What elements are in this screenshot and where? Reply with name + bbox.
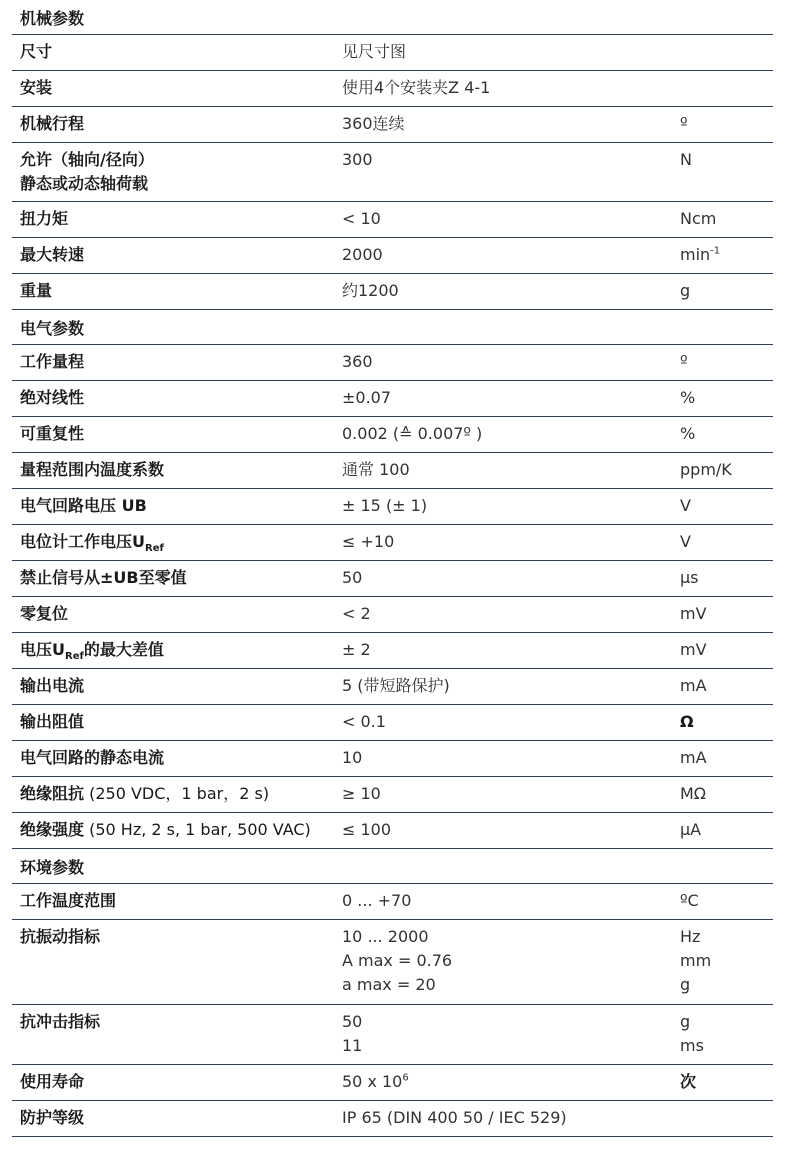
param-value: IP 65 (DIN 400 50 / IEC 529) (342, 1108, 567, 1127)
param-value: ± 15 (± 1) (342, 496, 428, 515)
param-value: 300 (342, 150, 373, 169)
param-label: 输出电流 (20, 676, 85, 695)
param-value: ≤ 100 (342, 820, 392, 839)
param-unit (680, 1101, 773, 1136)
param-unit: Ω (680, 712, 694, 731)
param-value: < 0.1 (342, 712, 386, 731)
param-value: ≤ +10 (342, 532, 395, 551)
table-row (12, 381, 773, 417)
table-row (12, 597, 773, 633)
param-value: 50 (342, 568, 363, 587)
param-label: 绝对线性 (20, 388, 85, 407)
param-value (342, 1005, 680, 1064)
param-label: 工作量程 (20, 352, 85, 371)
param-value-line: a max = 20 (342, 975, 436, 994)
param-label: 使用寿命 (20, 1072, 85, 1091)
table-row (12, 525, 773, 561)
param-unit: mA (680, 748, 707, 767)
param-unit: º (680, 114, 688, 133)
table-row (12, 238, 773, 274)
table-row (12, 1005, 773, 1065)
param-label-bold: 绝缘阻抗 (20, 784, 85, 803)
table-row (12, 669, 773, 705)
param-label: 抗振动指标 (20, 927, 101, 946)
param-unit (680, 1005, 773, 1064)
param-unit: V (680, 496, 691, 515)
param-unit: MΩ (680, 784, 707, 803)
param-value: 0 ... +70 (342, 891, 412, 910)
param-unit (680, 35, 773, 70)
param-unit: mA (680, 676, 707, 695)
param-value: < 2 (342, 604, 371, 623)
param-unit: % (680, 388, 696, 407)
param-unit-line: Hz (680, 927, 701, 946)
table-row (12, 345, 773, 381)
table-row (12, 453, 773, 489)
param-value-line: 50 (342, 1012, 363, 1031)
param-unit-line: ms (680, 1036, 704, 1055)
param-value: ±0.07 (342, 388, 392, 407)
param-value-line: 11 (342, 1036, 363, 1055)
param-label-bold: 绝缘强度 (20, 820, 85, 839)
param-label-subscript: Ref (145, 543, 164, 555)
param-value (342, 920, 680, 1004)
table-row (12, 920, 773, 1005)
table-row (12, 202, 773, 238)
param-value-line: A max = 0.76 (342, 951, 453, 970)
param-unit: mV (680, 604, 707, 623)
param-unit: ºC (680, 891, 699, 910)
param-label-subscript: Ref (65, 651, 84, 663)
param-value: 360连续 (342, 114, 405, 133)
param-label-condition: (250 VDC，1 bar，2 s) (84, 784, 270, 803)
param-unit: V (680, 532, 691, 551)
table-row (12, 143, 773, 202)
table-row (12, 417, 773, 453)
param-value (342, 1065, 680, 1100)
param-unit-line: g (680, 975, 691, 994)
param-unit: µA (680, 820, 702, 839)
value-superscript: 6 (402, 1072, 409, 1084)
table-row (12, 1065, 773, 1101)
param-label: 电气回路的静态电流 (20, 748, 165, 767)
param-unit: N (680, 150, 692, 169)
param-unit (680, 238, 773, 273)
param-label: 抗冲击指标 (20, 1012, 101, 1031)
param-label-line: 静态或动态轴荷载 (20, 174, 149, 193)
param-value: ≥ 10 (342, 784, 381, 803)
param-label (12, 777, 342, 812)
param-unit (680, 920, 773, 1004)
table-row (12, 561, 773, 597)
param-label (12, 633, 342, 668)
param-value: 360 (342, 352, 373, 371)
param-label-post: 的最大差值 (83, 640, 164, 659)
table-row (12, 777, 773, 813)
param-unit: º (680, 352, 688, 371)
table-row (12, 1101, 773, 1137)
param-label: 量程范围内温度系数 (20, 460, 165, 479)
param-value: 约1200 (342, 281, 399, 300)
param-label: 输出阻值 (20, 712, 85, 731)
param-label: 最大转速 (20, 245, 85, 264)
param-value-line: 10 ... 2000 (342, 927, 429, 946)
param-unit: µs (680, 568, 699, 587)
param-label: 禁止信号从±UB至零值 (20, 568, 187, 587)
param-unit: g (680, 281, 691, 300)
table-row (12, 71, 773, 107)
param-unit-line: g (680, 1012, 691, 1031)
param-label-base: 电位计工作电压U (20, 532, 145, 551)
spec-table (12, 0, 773, 1137)
param-label-pre: 电压U (20, 640, 65, 659)
table-row (12, 107, 773, 143)
section-header-electrical: 电气参数 (12, 310, 773, 345)
param-label: 扭力矩 (20, 209, 69, 228)
table-row (12, 489, 773, 525)
param-label: 重量 (20, 281, 53, 300)
param-label (12, 813, 342, 848)
param-label: 安装 (20, 78, 53, 97)
table-row (12, 274, 773, 310)
param-value: ± 2 (342, 640, 371, 659)
table-row (12, 813, 773, 849)
param-unit: 次 (680, 1072, 697, 1091)
param-unit: mV (680, 640, 707, 659)
param-label-condition: (50 Hz, 2 s, 1 bar, 500 VAC) (84, 820, 311, 839)
table-row (12, 633, 773, 669)
param-label: 尺寸 (20, 42, 53, 61)
param-label-line: 允许（轴向/径向） (20, 150, 154, 169)
param-label: 工作温度范围 (20, 891, 117, 910)
param-label: 电气回路电压 UB (20, 496, 147, 515)
param-label: 可重复性 (20, 424, 85, 443)
param-value: 使用4个安装夹Z 4-1 (342, 78, 491, 97)
param-unit: Ncm (680, 209, 717, 228)
table-row (12, 705, 773, 741)
table-row (12, 741, 773, 777)
param-label: 防护等级 (20, 1108, 85, 1127)
param-unit-line: mm (680, 951, 712, 970)
value-base: 50 x 10 (342, 1072, 403, 1091)
param-value: 通常 100 (342, 460, 410, 479)
unit-superscript: -1 (710, 245, 721, 257)
section-header-environmental: 环境参数 (12, 849, 773, 884)
section-header-mechanical: 机械参数 (12, 0, 773, 35)
param-label (12, 525, 342, 560)
param-value: 10 (342, 748, 363, 767)
param-value: 2000 (342, 245, 383, 264)
param-unit: % (680, 424, 696, 443)
table-row (12, 35, 773, 71)
param-label: 机械行程 (20, 114, 85, 133)
param-value: 5 (带短路保护) (342, 676, 450, 695)
param-value: 0.002 (≙ 0.007º ) (342, 424, 483, 443)
param-label (12, 143, 342, 201)
param-value: 见尺寸图 (342, 42, 407, 61)
param-label: 零复位 (20, 604, 69, 623)
param-unit (680, 71, 773, 106)
unit-base: min (680, 245, 711, 264)
table-row (12, 884, 773, 920)
param-value: < 10 (342, 209, 381, 228)
param-unit: ppm/K (680, 460, 732, 479)
